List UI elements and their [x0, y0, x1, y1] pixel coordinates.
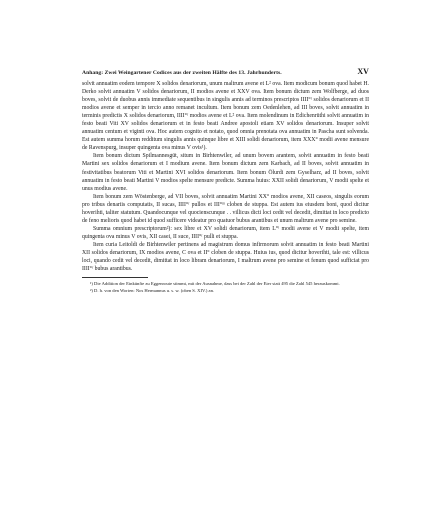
footnotes: [82, 281, 369, 294]
paragraph: Item bonum zem Wöstenberge, ad VII boves, solvit annuatim Martini XX° modios avene, XII caseos, singulis eorum pro tribus denariis computatis, II sucas, IIII°ʳ pullos et III°ᵐ cloben de stuppa. Est autem ius eiusdem boni, quod dicitur hoverihti, taliter statutum. Quandocunque vel quocienscunque . . villicus dicti loci cedit vel decedit, dimittat in loco predicto de feno melioris quod habet id quod sufficere videatur pro quatuor bubus arantibus et unum maltrum avene pro semine.: [82, 193, 369, 224]
footnote: ¹) Die Addition der Einkünfte zu Eggenroute stimmt, mit der Ausnahme, dass bei der Zahl der Eier statt 495 die Zahl 545 herauskommt.: [90, 281, 340, 287]
running-header: [82, 67, 369, 76]
page-number: XV: [357, 67, 369, 76]
paragraph: Item curia Leitoldi de Birhtenwiler pertinens ad magistrum domus infirmorum solvit annuatim in festo beati Martini XII solidos denariorum, IX modios avene, C ova et II° cloben de stuppa. Huius ius, quod dicitur hoverihti, tale est: villicus loci, quando cedit vel decedit, dimittat in loco libram denariorum, I maltrum avene pro semine et fenum quod sufficiat pro IIII°ʳ bubus arantibus.: [82, 241, 369, 273]
paragraph: Item bonum dictum Spilmannesgüt, situm in Birhtenwiler, ad unum bovem arantem, solvit annuatim in festo beati Martini sex solidos denariorum et I modium avene. Item bonum dictum zem Karbach, ad II boves, solvit annuatim in festivitatibus beatorum Viti et Martini XVI solidos denariorum. Item bonum Ölurdi zem Gyselharz, ad II boves, solvit annuatim in festo beati Martini V modios spelte mensure predicte. Summa huius: XXII solidi denariorum, V modii spelte et unus modius avene.: [82, 153, 369, 192]
paragraph: solvit annuatim eodem tempore X solidos denariorum, unum maltrum avene et L² ova. Item modicum bonum quod habet H. Derko solvit annuatim V solidos denariorum, II modios avene et XXV ova. Item bonum dictum zem Wolfberge, ad duos boves, solvit de duobus annis immediate sequentibus in singulis annis ad terminos prescriptos IIII°ʳ solidos denariorum et II modios avene et semper in tercio anno remanet incultum. Item bonum zem Oedenlehen, ad III boves, solvit annuatim in terminis predictis X solidos denariorum, IIII°ʳ modios avene et L² ova. Item molendinum in Edichenrüthi solvit annuatim in festo beati Viti XV solidos denariorum et in festo beati Andree apostoli etiam XV solidos denariorum. Insuper solvit annuatim centum et viginti ova. Hoc autem cognito et notato, quod omnia prenotata ova annuatim in Pascha sunt solvenda. Est autem summa horum redditum singulis annis quinque libre et XIII solidi denariorum, item XXX° modii avene mensure de Ravenspurg, insuper quingenta ova minus V ovis¹).: [82, 81, 369, 152]
footnote-divider: [82, 277, 148, 278]
paragraph: Summa omnium prescriptorum²): sex libre et XV solidi denariorum, item L°ᵗ modii avene et V modii spelte, item quingenta ova minus V ovis, XII casei, II suce, IIII°ʳ pulli et stuppa.: [82, 225, 369, 240]
running-title: Anhang: Zwei Weingartener Codices aus der zweiten Hälfte des 13. Jahrhunderts.: [82, 70, 282, 76]
main-text: [82, 80, 369, 273]
footnote: ²) D. h. von den Worten: Nos Hermannus u. s. w. (oben S. XIV.) an.: [90, 287, 215, 293]
